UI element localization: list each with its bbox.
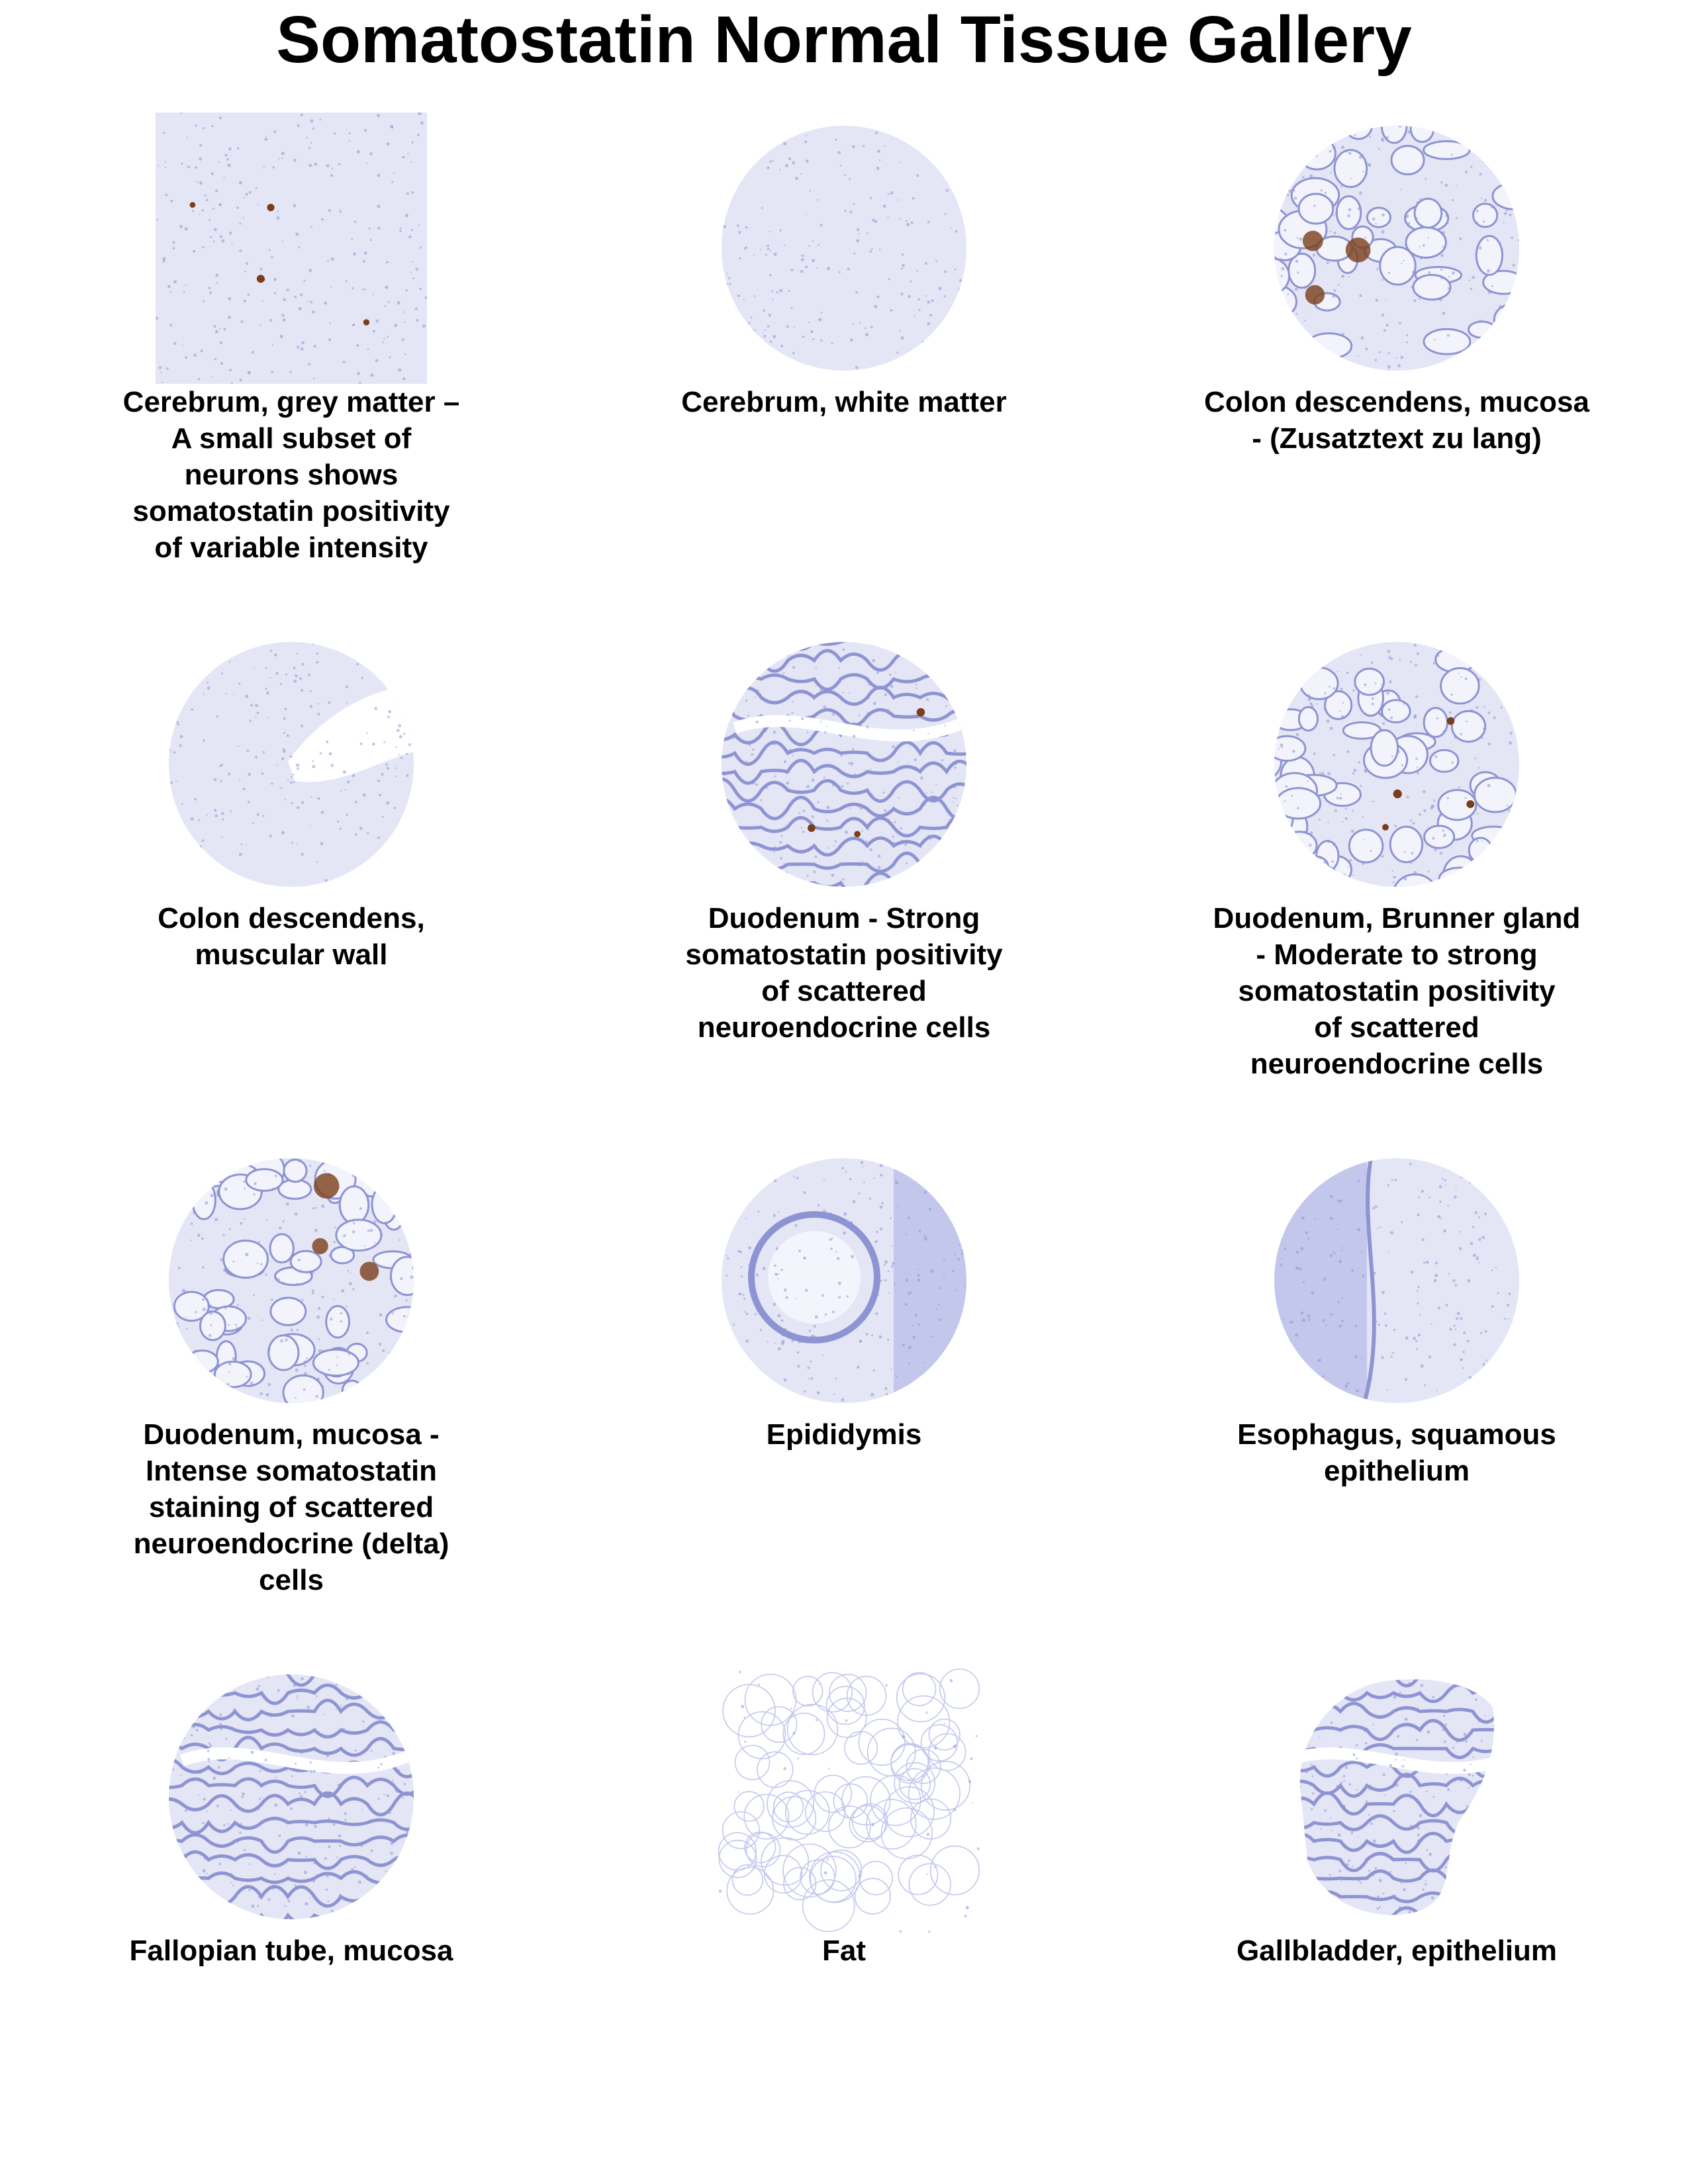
- tissue-caption: Cerebrum, white matter: [681, 386, 1007, 418]
- tissue-caption: Colon descendens, mucosa - (Zusatztext zu lang): [1204, 386, 1589, 455]
- tissue-micrograph: [708, 113, 980, 384]
- tissue-image[interactable]: [1261, 1145, 1532, 1416]
- tissue-caption: Duodenum, Brunner gland - Moderate to strong somatostatin positivity of scattered neuroendocrine cells: [1213, 902, 1581, 1080]
- tissue-image[interactable]: [1261, 629, 1532, 900]
- page-title: Somatostatin Normal Tissue Gallery: [276, 3, 1412, 77]
- tissue-micrograph: [708, 1661, 980, 1933]
- tissue-image[interactable]: [708, 629, 980, 900]
- tissue-micrograph: [708, 1145, 980, 1416]
- tissue-micrograph: [708, 629, 980, 900]
- tissue-image[interactable]: [156, 1661, 427, 1933]
- tissue-image[interactable]: [156, 1145, 427, 1416]
- tissue-micrograph: [156, 113, 427, 384]
- tissue-micrograph: [156, 629, 427, 900]
- tissue-caption: Esophagus, squamous epithelium: [1237, 1418, 1556, 1487]
- tissue-caption: Duodenum, mucosa - Intense somatostatin staining of scattered neuroendocrine (delta) cells: [133, 1418, 449, 1596]
- tissue-micrograph: [1261, 1661, 1532, 1933]
- tissue-micrograph: [156, 1661, 427, 1933]
- tissue-caption: Duodenum - Strong somatostatin positivity of scattered neuroendocrine cells: [685, 902, 1003, 1044]
- tissue-image[interactable]: [1261, 113, 1532, 384]
- tissue-caption: Colon descendens, muscular wall: [158, 902, 425, 971]
- tissue-caption: Cerebrum, grey matter – A small subset of neurons shows somatostatin positivity of variable intensity: [122, 386, 460, 564]
- tissue-image[interactable]: [708, 1145, 980, 1416]
- tissue-image[interactable]: [708, 113, 980, 384]
- tissue-micrograph: [1261, 1145, 1532, 1416]
- tissue-micrograph: [1261, 113, 1532, 384]
- tissue-image[interactable]: [1261, 1661, 1532, 1933]
- tissue-caption: Epididymis: [766, 1418, 922, 1451]
- tissue-micrograph: [156, 1145, 427, 1416]
- tissue-caption: Fat: [822, 1934, 866, 1967]
- tissue-micrograph: [1261, 629, 1532, 900]
- tissue-caption: Fallopian tube, mucosa: [129, 1934, 453, 1967]
- tissue-caption: Gallbladder, epithelium: [1236, 1934, 1558, 1967]
- tissue-image[interactable]: [708, 1661, 980, 1933]
- tissue-image[interactable]: [156, 113, 427, 384]
- tissue-image[interactable]: [156, 629, 427, 900]
